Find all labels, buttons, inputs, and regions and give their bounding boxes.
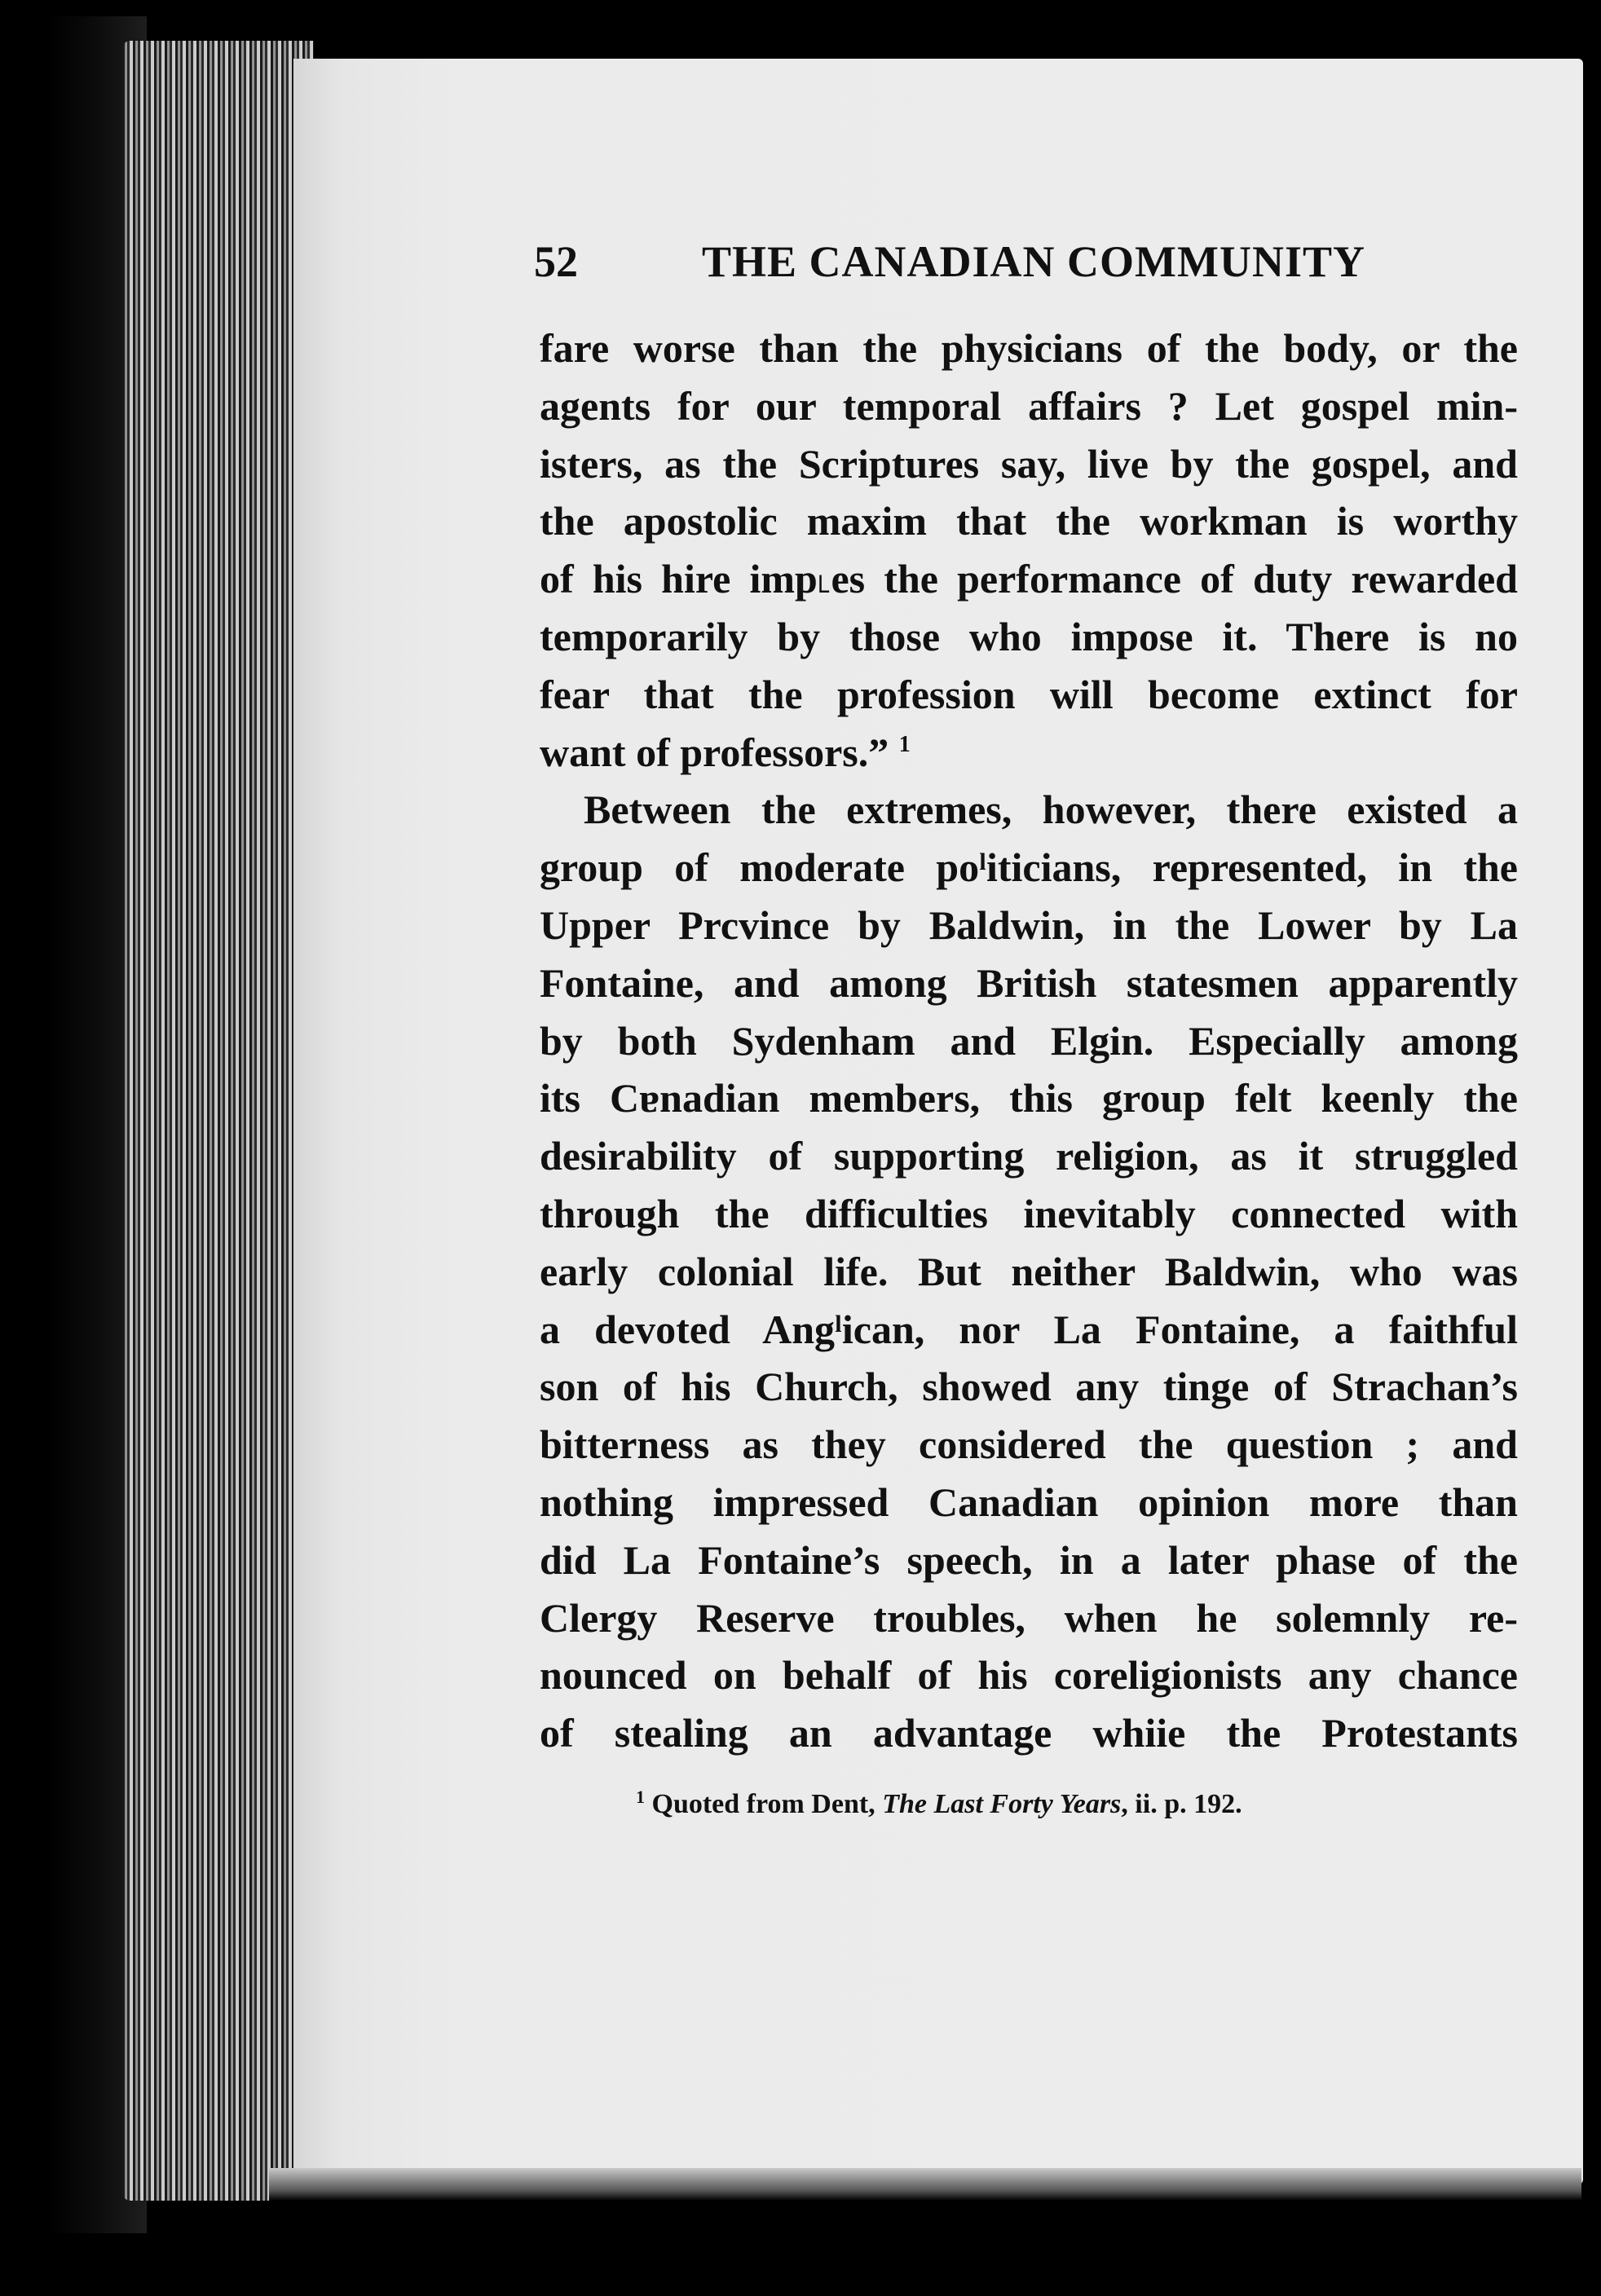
text-line: bitterness as they considered the question ; and xyxy=(540,1421,1518,1468)
text-line: group of moderate poˡiticians, represented, in the xyxy=(540,844,1518,891)
text-line: isters, as the Scriptures say, live by the gospel, and xyxy=(540,440,1518,487)
book-page-edges xyxy=(122,41,314,2201)
text-line: through the difficulties inevitably connected with xyxy=(540,1190,1518,1236)
text-line: desirability of supporting religion, as it struggled xyxy=(540,1133,1518,1179)
text-line: Fontaine, and among British statesmen apparently xyxy=(540,959,1518,1006)
running-title: THE CANADIAN COMMUNITY xyxy=(702,237,1365,286)
text-line: Upper Prcvince by Baldwin, in the Lower by La xyxy=(540,901,1518,948)
text-line-last xyxy=(540,724,1518,782)
text-line: did La Fontaine’s speech, in a later phase of the xyxy=(540,1536,1518,1583)
body-text xyxy=(540,320,1518,1762)
text-line: by both Sydenham and Elgin. Especially among xyxy=(540,1017,1518,1064)
footnote-prefix: Quoted from Dent, xyxy=(651,1789,883,1819)
text-line: of stealing an advantage whiie the Protestants xyxy=(540,1710,1518,1756)
text-line: temporarily by those who impose it. There is no xyxy=(540,613,1518,659)
text-line: the apostolic maxim that the workman is worthy xyxy=(540,498,1518,544)
text-line: agents for our temporal affairs ? Let gospel min- xyxy=(540,382,1518,429)
text-line: of his hire imp˪es the performance of duty rewarded xyxy=(540,556,1518,602)
text-line: Clergy Reserve troubles, when he solemnly re- xyxy=(540,1594,1518,1641)
footnote-suffix: , ii. p. 192. xyxy=(1121,1789,1242,1819)
paragraph-2 xyxy=(540,781,1518,1762)
text-line: its Cɐnadian members, this group felt keenly the xyxy=(540,1075,1518,1122)
text-line: fear that the profession will become extinct for xyxy=(540,671,1518,717)
text-line: early colonial life. But neither Baldwin, who was xyxy=(540,1248,1518,1294)
footnote-reference: 1 xyxy=(898,731,911,757)
text-line-content: want of professors.” xyxy=(540,729,889,775)
footnote-book-title: The Last Forty Years xyxy=(882,1789,1122,1819)
text-line: son of his Church, showed any tinge of Strachan’s xyxy=(540,1364,1518,1410)
text-line: nothing impressed Canadian opinion more than xyxy=(540,1479,1518,1525)
footnote xyxy=(636,1789,1242,1820)
text-line: a devoted Angˡican, nor La Fontaine, a faithful xyxy=(540,1306,1518,1352)
text-line: fare worse than the physicians of the body, or the xyxy=(540,325,1518,371)
text-line-indented: Between the extremes, however, there existed a xyxy=(584,787,1518,833)
footnote-marker: 1 xyxy=(636,1787,645,1807)
page-number: 52 xyxy=(534,237,578,286)
running-head xyxy=(534,236,1378,293)
page-bottom-shadow xyxy=(269,2168,1581,2201)
text-line: nounced on behalf of his coreligionists any chance xyxy=(540,1652,1518,1699)
paragraph-1 xyxy=(540,320,1518,781)
